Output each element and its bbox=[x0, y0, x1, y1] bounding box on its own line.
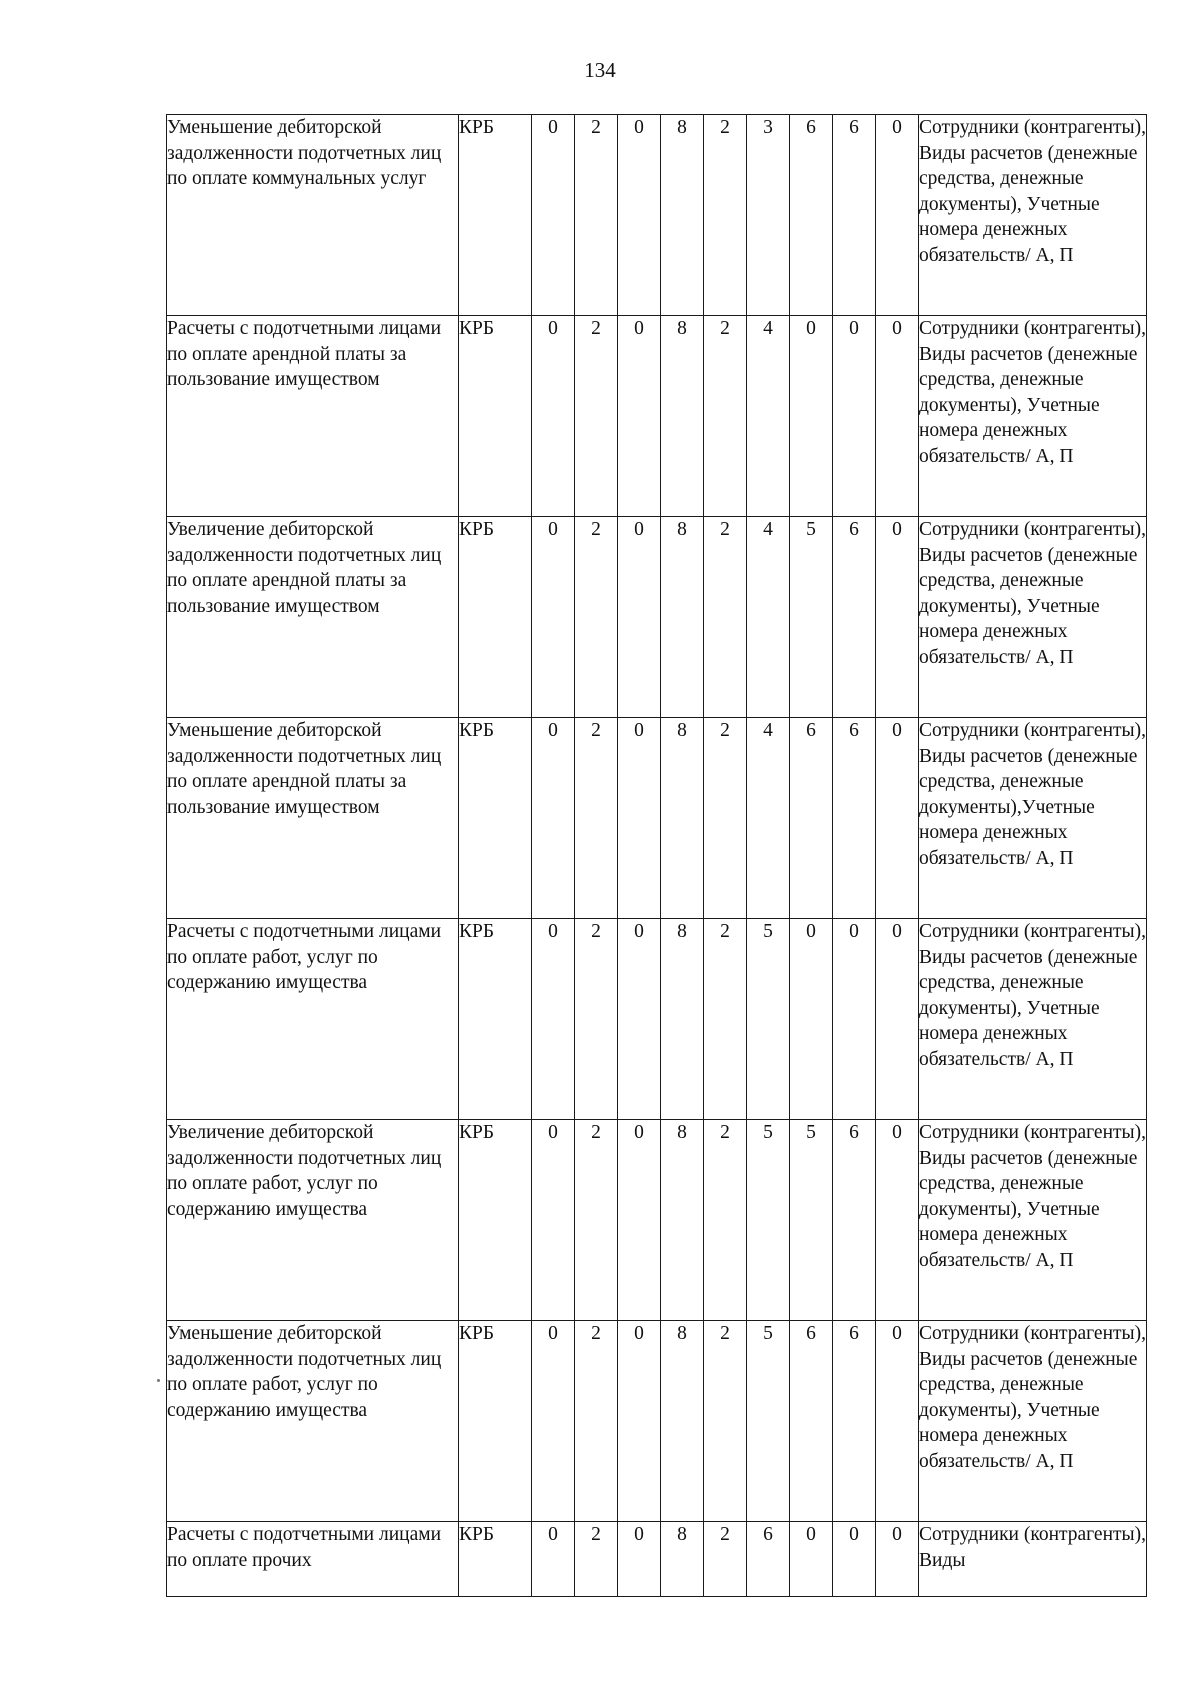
row-analytics: Сотрудники (контрагенты), Виды bbox=[919, 1522, 1147, 1597]
account-digit: 2 bbox=[704, 517, 747, 718]
account-digit: 2 bbox=[575, 115, 618, 316]
account-digit: 2 bbox=[704, 1522, 747, 1597]
table-body bbox=[167, 115, 1147, 1597]
account-digit: 0 bbox=[876, 517, 919, 718]
account-digit: 2 bbox=[704, 718, 747, 919]
row-code: КРБ bbox=[459, 517, 532, 718]
account-digit: 0 bbox=[532, 718, 575, 919]
account-digit: 5 bbox=[747, 1321, 790, 1522]
account-digit: 6 bbox=[790, 1321, 833, 1522]
account-digit: 2 bbox=[575, 718, 618, 919]
row-analytics: Сотрудники (контрагенты), Виды расчетов (денежные средства, денежные документы), Учетные номера денежных обязательств/ А, П bbox=[919, 919, 1147, 1120]
account-digit: 0 bbox=[790, 1522, 833, 1597]
account-digit: 0 bbox=[532, 1321, 575, 1522]
row-code: КРБ bbox=[459, 115, 532, 316]
account-digit: 5 bbox=[790, 517, 833, 718]
account-digit: 2 bbox=[575, 919, 618, 1120]
table-row bbox=[167, 1321, 1147, 1522]
row-description: Уменьшение дебиторской задолженности подотчетных лиц по оплате работ, услуг по содержанию имущества bbox=[167, 1321, 459, 1522]
account-digit: 8 bbox=[661, 1321, 704, 1522]
account-digit: 2 bbox=[704, 1120, 747, 1321]
account-digit: 0 bbox=[618, 718, 661, 919]
row-code: КРБ bbox=[459, 1120, 532, 1321]
account-digit: 0 bbox=[790, 919, 833, 1120]
account-digit: 8 bbox=[661, 919, 704, 1120]
account-digit: 6 bbox=[833, 1321, 876, 1522]
account-digit: 0 bbox=[532, 316, 575, 517]
accounts-table bbox=[166, 114, 1147, 1597]
account-digit: 0 bbox=[790, 316, 833, 517]
table-row bbox=[167, 1120, 1147, 1321]
account-digit: 4 bbox=[747, 718, 790, 919]
account-digit: 8 bbox=[661, 517, 704, 718]
account-digit: 6 bbox=[833, 115, 876, 316]
account-digit: 8 bbox=[661, 718, 704, 919]
account-digit: 0 bbox=[532, 1522, 575, 1597]
row-description: Увеличение дебиторской задолженности подотчетных лиц по оплате арендной платы за пользование имуществом bbox=[167, 517, 459, 718]
account-digit: 6 bbox=[833, 718, 876, 919]
account-digit: 0 bbox=[833, 316, 876, 517]
account-digit: 4 bbox=[747, 517, 790, 718]
account-digit: 2 bbox=[575, 1522, 618, 1597]
row-description: Расчеты с подотчетными лицами по оплате арендной платы за пользование имуществом bbox=[167, 316, 459, 517]
account-digit: 0 bbox=[532, 1120, 575, 1321]
account-digit: 0 bbox=[876, 1321, 919, 1522]
row-code: КРБ bbox=[459, 718, 532, 919]
row-description: Расчеты с подотчетными лицами по оплате работ, услуг по содержанию имущества bbox=[167, 919, 459, 1120]
account-digit: 0 bbox=[618, 517, 661, 718]
row-code: КРБ bbox=[459, 316, 532, 517]
table-row bbox=[167, 517, 1147, 718]
account-digit: 0 bbox=[876, 919, 919, 1120]
row-analytics: Сотрудники (контрагенты), Виды расчетов (денежные средства, денежные документы), Учетные номера денежных обязательств/ А, П bbox=[919, 1321, 1147, 1522]
account-digit: 5 bbox=[747, 1120, 790, 1321]
row-analytics: Сотрудники (контрагенты), Виды расчетов (денежные средства, денежные документы), Учетные номера денежных обязательств/ А, П bbox=[919, 517, 1147, 718]
account-digit: 3 bbox=[747, 115, 790, 316]
account-digit: 4 bbox=[747, 316, 790, 517]
table-row bbox=[167, 1522, 1147, 1597]
account-digit: 0 bbox=[876, 115, 919, 316]
account-digit: 0 bbox=[876, 1120, 919, 1321]
account-digit: 0 bbox=[876, 316, 919, 517]
table-row bbox=[167, 919, 1147, 1120]
account-digit: 0 bbox=[833, 919, 876, 1120]
account-digit: 0 bbox=[532, 919, 575, 1120]
account-digit: 0 bbox=[618, 919, 661, 1120]
account-digit: 8 bbox=[661, 1120, 704, 1321]
account-digit: 0 bbox=[618, 1522, 661, 1597]
account-digit: 5 bbox=[747, 919, 790, 1120]
account-digit: 0 bbox=[618, 115, 661, 316]
account-digit: 2 bbox=[704, 115, 747, 316]
account-digit: 6 bbox=[747, 1522, 790, 1597]
account-digit: 0 bbox=[532, 517, 575, 718]
account-digit: 2 bbox=[575, 1321, 618, 1522]
account-digit: 2 bbox=[575, 517, 618, 718]
account-digit: 2 bbox=[704, 316, 747, 517]
account-digit: 0 bbox=[876, 718, 919, 919]
row-analytics: Сотрудники (контрагенты), Виды расчетов (денежные средства, денежные документы), Учетные номера денежных обязательств/ А, П bbox=[919, 1120, 1147, 1321]
row-code: КРБ bbox=[459, 1522, 532, 1597]
account-digit: 6 bbox=[790, 718, 833, 919]
account-digit: 0 bbox=[532, 115, 575, 316]
row-code: КРБ bbox=[459, 919, 532, 1120]
row-description: Увеличение дебиторской задолженности подотчетных лиц по оплате работ, услуг по содержанию имущества bbox=[167, 1120, 459, 1321]
row-analytics: Сотрудники (контрагенты), Виды расчетов (денежные средства, денежные документы), Учетные номера денежных обязательств/ А, П bbox=[919, 316, 1147, 517]
row-description: Уменьшение дебиторской задолженности подотчетных лиц по оплате арендной платы за пользование имуществом bbox=[167, 718, 459, 919]
account-digit: 6 bbox=[833, 517, 876, 718]
scan-speck bbox=[157, 1379, 160, 1382]
account-digit: 0 bbox=[618, 1321, 661, 1522]
account-digit: 2 bbox=[704, 919, 747, 1120]
table-row bbox=[167, 316, 1147, 517]
table-row bbox=[167, 718, 1147, 919]
account-digit: 5 bbox=[790, 1120, 833, 1321]
row-description: Уменьшение дебиторской задолженности подотчетных лиц по оплате коммунальных услуг bbox=[167, 115, 459, 316]
page-number: 134 bbox=[584, 58, 616, 82]
row-code: КРБ bbox=[459, 1321, 532, 1522]
row-analytics: Сотрудники (контрагенты), Виды расчетов (денежные средства, денежные документы), Учетные номера денежных обязательств/ А, П bbox=[919, 115, 1147, 316]
row-analytics: Сотрудники (контрагенты), Виды расчетов (денежные средства, денежные документы),Учетные номера денежных обязательств/ А, П bbox=[919, 718, 1147, 919]
account-digit: 0 bbox=[876, 1522, 919, 1597]
account-digit: 0 bbox=[833, 1522, 876, 1597]
account-digit: 8 bbox=[661, 115, 704, 316]
account-digit: 2 bbox=[575, 1120, 618, 1321]
account-digit: 2 bbox=[704, 1321, 747, 1522]
account-digit: 0 bbox=[618, 1120, 661, 1321]
account-digit: 6 bbox=[790, 115, 833, 316]
account-digit: 0 bbox=[618, 316, 661, 517]
table-row bbox=[167, 115, 1147, 316]
account-digit: 2 bbox=[575, 316, 618, 517]
row-description: Расчеты с подотчетными лицами по оплате прочих bbox=[167, 1522, 459, 1597]
account-digit: 8 bbox=[661, 1522, 704, 1597]
account-digit: 6 bbox=[833, 1120, 876, 1321]
account-digit: 8 bbox=[661, 316, 704, 517]
